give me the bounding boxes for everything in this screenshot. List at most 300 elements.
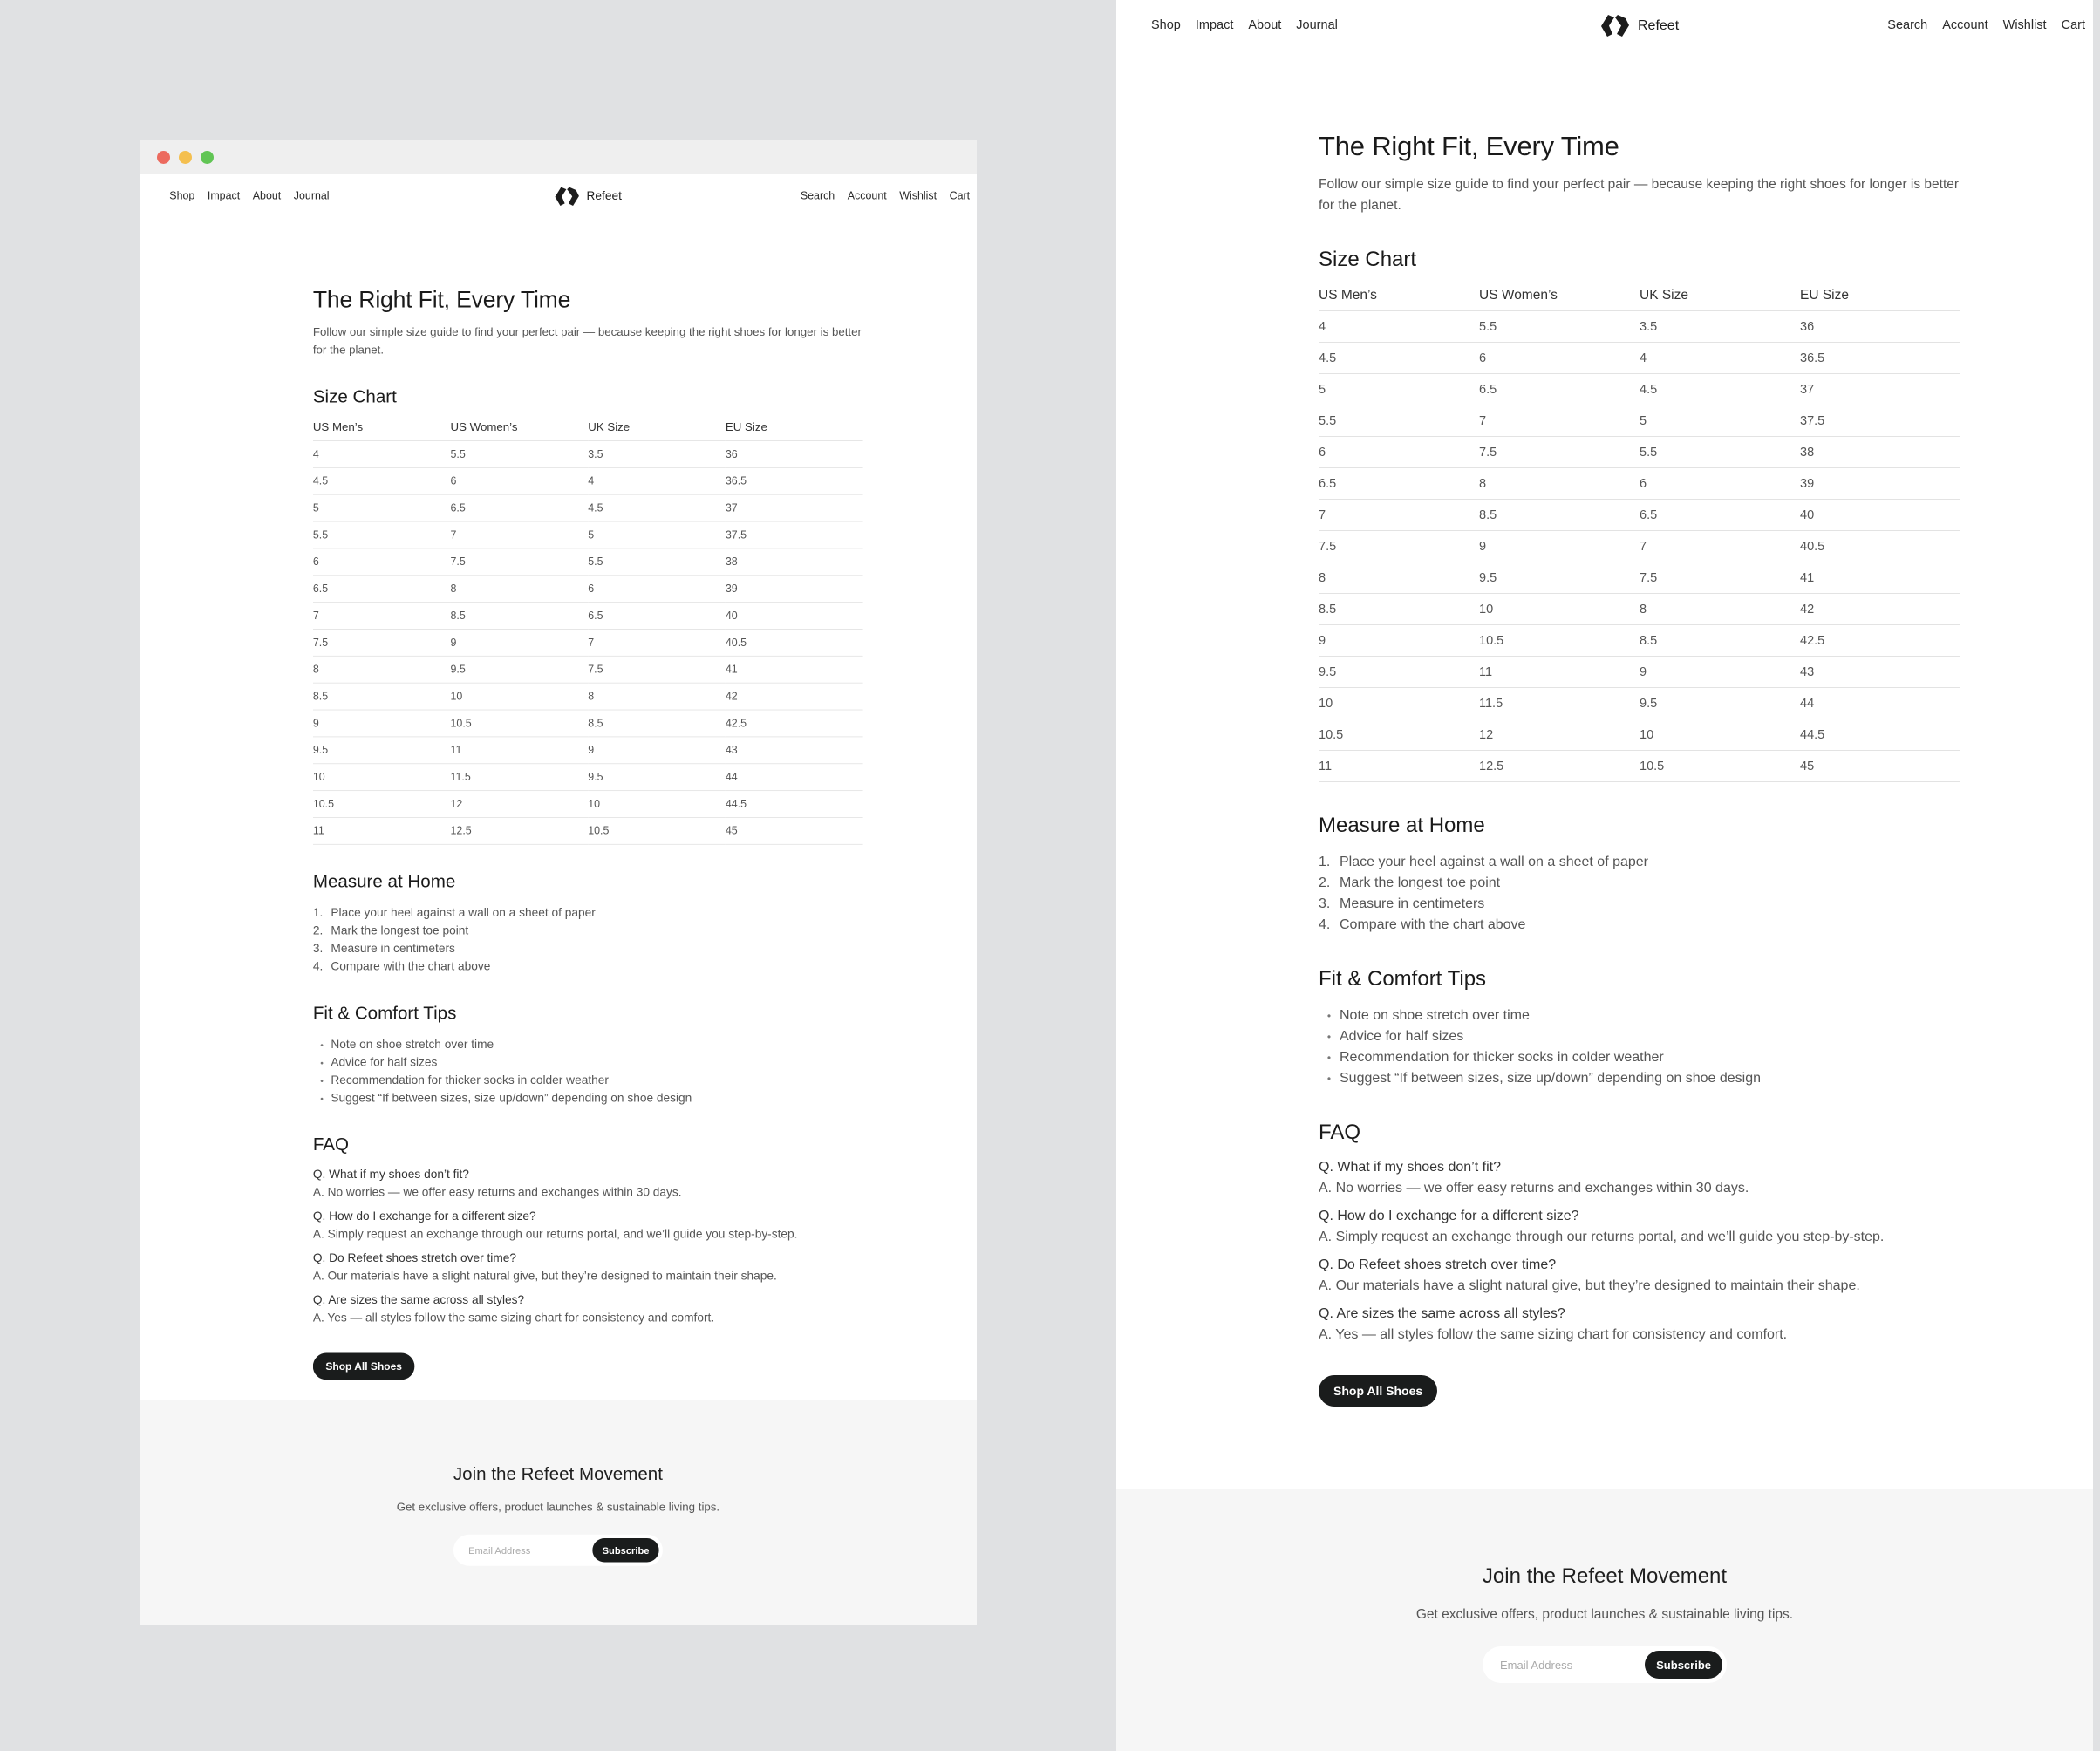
tip-text: Advice for half sizes: [331, 1056, 438, 1069]
size-cell: 36.5: [726, 467, 863, 494]
nav-link-shop[interactable]: Shop: [1151, 18, 1181, 32]
faq-item: [1319, 1206, 1960, 1248]
size-cell: 43: [1800, 657, 1960, 688]
size-cell: 7.5: [313, 629, 451, 656]
size-cell: 8.5: [588, 710, 726, 737]
faq-list: [1319, 1157, 1960, 1346]
size-cell: 8.5: [1479, 500, 1640, 531]
size-cell: 9: [313, 710, 451, 737]
tip-text: Recommendation for thicker socks in colder weather: [331, 1073, 609, 1087]
size-chart-row: [1319, 531, 1960, 562]
size-cell: 37.5: [1800, 405, 1960, 437]
size-cell: 11.5: [1479, 688, 1640, 719]
nav-link-wishlist[interactable]: Wishlist: [2002, 18, 2047, 32]
faq-item: [313, 1208, 863, 1243]
bullet-icon: •: [1326, 1073, 1332, 1085]
size-cell: 12.5: [1479, 751, 1640, 782]
size-cell: 10: [588, 791, 726, 818]
page-title: The Right Fit, Every Time: [1319, 131, 1619, 161]
size-cell: 4.5: [1640, 374, 1800, 405]
tips-heading: Fit & Comfort Tips: [312, 1003, 457, 1024]
size-chart-header-row: [1319, 288, 1960, 311]
faq-answer: A. Our materials have a slight natural give, but they’re designed to maintain their shape.: [1319, 1278, 1860, 1293]
site-header: [140, 174, 977, 219]
nav-link-journal[interactable]: Journal: [1296, 18, 1338, 32]
size-chart-row: [313, 764, 863, 791]
faq-item: [313, 1250, 863, 1285]
close-window-button[interactable]: [157, 151, 170, 164]
size-cell: 9: [588, 737, 726, 764]
tip-item: [313, 1090, 863, 1108]
size-cell: 4.5: [1319, 343, 1479, 374]
size-cell: 5.5: [313, 521, 451, 548]
page-content: [140, 174, 977, 1557]
size-cell: 41: [1800, 562, 1960, 594]
size-cell: 39: [1800, 468, 1960, 500]
step-number: 3.: [1319, 896, 1331, 911]
page-intro: Follow our simple size guide to find your perfect pair — because keeping the right shoes for longer is better for the planet.: [312, 325, 862, 358]
size-chart-row: [313, 683, 863, 710]
column-header: UK Size: [588, 421, 726, 441]
newsletter-form: [453, 1535, 663, 1566]
subscribe-button[interactable]: Subscribe: [592, 1538, 658, 1562]
faq-answer: A. Yes — all styles follow the same sizing chart for consistency and comfort.: [1319, 1327, 1788, 1342]
size-cell: 7.5: [588, 656, 726, 683]
faq-heading: FAQ: [1319, 1121, 1361, 1144]
size-cell: 9.5: [451, 656, 589, 683]
size-cell: 10: [1640, 719, 1800, 751]
size-cell: 4.5: [313, 467, 451, 494]
subscribe-button[interactable]: Subscribe: [1645, 1651, 1722, 1679]
newsletter-subtitle: Get exclusive offers, product launches & sustainable living tips.: [1415, 1607, 1794, 1622]
size-cell: 40.5: [1800, 531, 1960, 562]
size-cell: 40: [726, 603, 863, 630]
size-chart-row: [313, 603, 863, 630]
step-text: Compare with the chart above: [1340, 917, 1526, 932]
brand-name: Refeet: [1638, 17, 1680, 33]
size-cell: 6: [451, 467, 589, 494]
faq-answer: A. No worries — we offer easy returns and exchanges within 30 days.: [1319, 1181, 1749, 1196]
size-chart-row: [1319, 657, 1960, 688]
tips-list: [313, 1036, 863, 1107]
newsletter-title: Join the Refeet Movement: [1482, 1564, 1728, 1588]
size-cell: 8: [313, 656, 451, 683]
main-content: [1319, 131, 1960, 1407]
size-cell: 42.5: [726, 710, 863, 737]
brand-name: Refeet: [586, 189, 622, 203]
size-chart-row: [1319, 343, 1960, 374]
nav-link-journal[interactable]: Journal: [293, 189, 330, 202]
size-cell: 6.5: [588, 603, 726, 630]
size-cell: 6: [1319, 437, 1479, 468]
column-header: US Men’s: [1319, 288, 1479, 311]
window-titlebar: [140, 140, 977, 174]
size-chart-table: [313, 421, 863, 845]
newsletter-title: Join the Refeet Movement: [453, 1464, 663, 1485]
step-text: Mark the longest toe point: [1340, 876, 1501, 890]
page-title: The Right Fit, Every Time: [312, 286, 571, 313]
size-cell: 6.5: [313, 576, 451, 603]
brand-logo-link[interactable]: [554, 187, 622, 207]
size-cell: 11: [451, 737, 589, 764]
size-cell: 9: [451, 629, 589, 656]
size-chart-row: [313, 629, 863, 656]
bullet-icon: •: [320, 1075, 324, 1087]
size-cell: 7.5: [451, 548, 589, 576]
size-cell: 40: [1800, 500, 1960, 531]
minimize-window-button[interactable]: [179, 151, 192, 164]
size-cell: 8: [1319, 562, 1479, 594]
faq-question: Q. What if my shoes don’t fit?: [1319, 1160, 1501, 1175]
size-cell: 36.5: [1800, 343, 1960, 374]
column-header: UK Size: [1640, 288, 1800, 311]
size-chart-row: [1319, 719, 1960, 751]
measure-step: [1319, 894, 1960, 915]
faq-heading: FAQ: [312, 1134, 349, 1155]
size-cell: 5: [1640, 405, 1800, 437]
tip-item: [313, 1054, 863, 1073]
size-cell: 5: [1319, 374, 1479, 405]
nav-link-shop[interactable]: Shop: [169, 189, 195, 202]
tip-text: Suggest “If between sizes, size up/down” depending on shoe design: [331, 1092, 692, 1105]
size-cell: 10.5: [1640, 751, 1800, 782]
column-header: US Men’s: [313, 421, 451, 441]
size-cell: 6: [588, 576, 726, 603]
faq-item: [313, 1166, 863, 1202]
column-header: EU Size: [1800, 288, 1960, 311]
size-cell: 8.5: [313, 683, 451, 710]
size-cell: 7.5: [1319, 531, 1479, 562]
measure-step: [313, 904, 863, 923]
size-cell: 37: [726, 494, 863, 521]
brand-logo-link[interactable]: [1599, 14, 1679, 37]
measure-step: [1319, 915, 1960, 936]
size-cell: 36: [1800, 311, 1960, 343]
size-cell: 5: [588, 521, 726, 548]
size-cell: 8.5: [1640, 625, 1800, 657]
nav-link-impact[interactable]: Impact: [1195, 18, 1234, 32]
size-cell: 12: [451, 791, 589, 818]
tips-list: [1319, 1005, 1960, 1089]
faq-question: Q. Do Refeet shoes stretch over time?: [1319, 1257, 1557, 1272]
size-cell: 4: [313, 441, 451, 468]
bullet-icon: •: [320, 1039, 324, 1051]
size-cell: 40.5: [726, 629, 863, 656]
size-chart-row: [313, 817, 863, 844]
size-cell: 8: [451, 576, 589, 603]
measure-heading: Measure at Home: [1319, 814, 1485, 837]
size-chart-row: [1319, 688, 1960, 719]
page-content: [1116, 0, 2093, 1672]
size-chart-heading: Size Chart: [312, 386, 397, 407]
size-cell: 6: [1640, 468, 1800, 500]
faq-question: Q. How do I exchange for a different size?: [1319, 1209, 1579, 1223]
shop-all-shoes-button[interactable]: Shop All Shoes: [313, 1352, 415, 1380]
size-chart-table: [1319, 288, 1960, 782]
primary-nav: [169, 190, 342, 202]
step-number: 1.: [1319, 855, 1331, 869]
size-cell: 11: [1479, 657, 1640, 688]
step-text: Place your heel against a wall on a sheet of paper: [331, 906, 596, 920]
measure-steps-list: [1319, 852, 1960, 936]
size-cell: 42.5: [1800, 625, 1960, 657]
tip-item: [1319, 1026, 1960, 1047]
tip-text: Note on shoe stretch over time: [331, 1038, 494, 1052]
size-cell: 7: [1479, 405, 1640, 437]
tip-text: Advice for half sizes: [1340, 1029, 1464, 1044]
tip-item: [313, 1036, 863, 1054]
size-cell: 4.5: [588, 494, 726, 521]
size-cell: 38: [726, 548, 863, 576]
size-cell: 42: [726, 683, 863, 710]
faq-answer: A. Yes — all styles follow the same sizing chart for consistency and comfort.: [312, 1312, 715, 1325]
measure-heading: Measure at Home: [312, 871, 456, 892]
size-cell: 3.5: [588, 441, 726, 468]
size-cell: 44.5: [1800, 719, 1960, 751]
faq-answer: A. No worries — we offer easy returns and exchanges within 30 days.: [312, 1186, 682, 1199]
step-text: Compare with the chart above: [331, 960, 491, 974]
step-text: Measure in centimeters: [1340, 896, 1485, 911]
bullet-icon: •: [320, 1094, 324, 1105]
size-chart-row: [1319, 500, 1960, 531]
size-cell: 42: [1800, 594, 1960, 625]
size-cell: 7: [588, 629, 726, 656]
faq-question: Q. Do Refeet shoes stretch over time?: [312, 1251, 517, 1265]
nav-link-wishlist[interactable]: Wishlist: [899, 189, 938, 202]
size-cell: 10: [313, 764, 451, 791]
size-cell: 10: [1319, 688, 1479, 719]
size-chart-row: [313, 710, 863, 737]
faq-question: Q. Are sizes the same across all styles?: [312, 1293, 525, 1307]
measure-step: [313, 923, 863, 941]
faq-answer: A. Our materials have a slight natural give, but they’re designed to maintain their shape.: [312, 1270, 777, 1283]
size-cell: 10.5: [451, 710, 589, 737]
size-chart-row: [313, 494, 863, 521]
size-cell: 5: [313, 494, 451, 521]
site-header: [1116, 0, 2093, 52]
size-cell: 5.5: [451, 441, 589, 468]
size-cell: 7.5: [1640, 562, 1800, 594]
size-cell: 5.5: [588, 548, 726, 576]
faq-question: Q. What if my shoes don’t fit?: [312, 1168, 469, 1182]
size-cell: 7: [313, 603, 451, 630]
page-intro: Follow our simple size guide to find your perfect pair — because keeping the right shoes for longer is better for the planet.: [1319, 177, 1960, 213]
size-cell: 37: [1800, 374, 1960, 405]
faq-question: Q. How do I exchange for a different size?: [312, 1209, 536, 1223]
nav-link-account[interactable]: Account: [1942, 18, 1988, 32]
size-cell: 44: [726, 764, 863, 791]
bullet-icon: •: [1326, 1010, 1332, 1022]
step-text: Measure in centimeters: [331, 942, 455, 956]
size-cell: 8: [1479, 468, 1640, 500]
size-cell: 3.5: [1640, 311, 1800, 343]
tip-item: [313, 1072, 863, 1090]
faq-item: [1319, 1157, 1960, 1199]
primary-nav: [1151, 18, 1353, 32]
size-chart-header-row: [313, 421, 863, 441]
size-cell: 6: [1479, 343, 1640, 374]
nav-link-cart[interactable]: Cart: [2061, 18, 2085, 32]
step-number: 3.: [312, 942, 324, 956]
size-cell: 11.5: [451, 764, 589, 791]
size-cell: 45: [1800, 751, 1960, 782]
faq-question: Q. Are sizes the same across all styles?: [1319, 1306, 1565, 1321]
faq-item: [1319, 1255, 1960, 1297]
nav-link-cart[interactable]: Cart: [949, 189, 971, 202]
size-cell: 10.5: [1319, 719, 1479, 751]
browser-window: [140, 140, 977, 1570]
tip-item: [1319, 1005, 1960, 1026]
size-cell: 8: [1640, 594, 1800, 625]
size-cell: 7.5: [1479, 437, 1640, 468]
step-text: Place your heel against a wall on a sheet of paper: [1340, 855, 1649, 869]
size-cell: 8: [588, 683, 726, 710]
size-chart-row: [313, 576, 863, 603]
step-number: 2.: [1319, 876, 1331, 890]
shop-all-shoes-button[interactable]: Shop All Shoes: [1319, 1375, 1437, 1407]
size-chart-row: [313, 656, 863, 683]
nav-link-about[interactable]: About: [1248, 18, 1282, 32]
size-chart-row: [313, 521, 863, 548]
newsletter-form: [1483, 1646, 1727, 1683]
size-cell: 9.5: [1479, 562, 1640, 594]
size-chart-row: [1319, 311, 1960, 343]
size-cell: 6: [313, 548, 451, 576]
size-cell: 37.5: [726, 521, 863, 548]
newsletter-section: [1116, 1489, 2093, 1751]
size-cell: 4: [1319, 311, 1479, 343]
size-chart-row: [1319, 374, 1960, 405]
size-cell: 8.5: [451, 603, 589, 630]
size-chart-heading: Size Chart: [1319, 248, 1417, 271]
faq-item: [1319, 1304, 1960, 1346]
step-number: 4.: [312, 960, 324, 974]
nav-link-impact[interactable]: Impact: [207, 189, 241, 202]
size-cell: 9.5: [313, 737, 451, 764]
size-cell: 38: [1800, 437, 1960, 468]
size-cell: 9: [1319, 625, 1479, 657]
size-cell: 10: [451, 683, 589, 710]
size-cell: 45: [726, 817, 863, 844]
window-page-viewport: [140, 174, 977, 1570]
main-content: [313, 287, 863, 1380]
tip-text: Note on shoe stretch over time: [1340, 1008, 1530, 1023]
size-cell: 7: [451, 521, 589, 548]
size-cell: 36: [726, 441, 863, 468]
size-chart-row: [1319, 562, 1960, 594]
size-chart-row: [1319, 751, 1960, 782]
size-cell: 39: [726, 576, 863, 603]
tip-item: [1319, 1068, 1960, 1089]
measure-step: [1319, 852, 1960, 873]
newsletter-subtitle: Get exclusive offers, product launches & sustainable living tips.: [396, 1501, 720, 1514]
size-cell: 11: [1319, 751, 1479, 782]
faq-answer: A. Simply request an exchange through our returns portal, and we’ll guide you step-by-step.: [1319, 1230, 1885, 1244]
size-cell: 44: [1800, 688, 1960, 719]
size-cell: 4: [588, 467, 726, 494]
refeet-logo-icon: [554, 187, 581, 207]
size-cell: 12: [1479, 719, 1640, 751]
step-number: 4.: [1319, 917, 1331, 932]
maximize-window-button[interactable]: [201, 151, 214, 164]
size-cell: 7: [1640, 531, 1800, 562]
column-header: US Women’s: [1479, 288, 1640, 311]
size-chart-row: [313, 791, 863, 818]
size-cell: 9: [1479, 531, 1640, 562]
newsletter-section: [140, 1400, 977, 1624]
size-cell: 10.5: [1479, 625, 1640, 657]
size-cell: 4: [1640, 343, 1800, 374]
step-number: 2.: [312, 924, 324, 937]
measure-step: [313, 940, 863, 958]
size-chart-row: [1319, 405, 1960, 437]
step-text: Mark the longest toe point: [331, 924, 469, 937]
size-chart-row: [1319, 437, 1960, 468]
step-number: 1.: [312, 906, 324, 920]
size-cell: 10: [1479, 594, 1640, 625]
size-cell: 44.5: [726, 791, 863, 818]
size-cell: 9: [1640, 657, 1800, 688]
size-cell: 5.5: [1640, 437, 1800, 468]
bullet-icon: •: [1326, 1052, 1332, 1064]
size-chart-row: [1319, 468, 1960, 500]
bullet-icon: •: [1326, 1031, 1332, 1043]
refeet-logo-icon: [1599, 14, 1631, 37]
nav-link-about[interactable]: About: [252, 189, 282, 202]
size-chart-row: [1319, 625, 1960, 657]
utility-nav: [1887, 18, 2100, 32]
nav-link-search[interactable]: Search: [1887, 18, 1928, 32]
size-chart-row: [313, 548, 863, 576]
size-chart-row: [313, 441, 863, 468]
utility-nav: [801, 190, 983, 202]
email-input[interactable]: [468, 1535, 588, 1566]
size-chart-row: [1319, 594, 1960, 625]
faq-answer: A. Simply request an exchange through our returns portal, and we’ll guide you step-by-step.: [312, 1228, 798, 1241]
size-cell: 6.5: [1479, 374, 1640, 405]
size-chart-row: [313, 737, 863, 764]
size-chart-row: [313, 467, 863, 494]
measure-steps-list: [313, 904, 863, 976]
size-cell: 10.5: [588, 817, 726, 844]
tip-text: Recommendation for thicker socks in colder weather: [1340, 1050, 1664, 1065]
nav-link-search[interactable]: Search: [800, 189, 835, 202]
size-cell: 7: [1319, 500, 1479, 531]
size-cell: 43: [726, 737, 863, 764]
size-cell: 12.5: [451, 817, 589, 844]
size-cell: 6.5: [1640, 500, 1800, 531]
size-cell: 41: [726, 656, 863, 683]
measure-step: [313, 958, 863, 977]
measure-step: [1319, 873, 1960, 894]
tip-text: Suggest “If between sizes, size up/down” depending on shoe design: [1340, 1071, 1761, 1086]
tip-item: [1319, 1047, 1960, 1068]
column-header: US Women’s: [451, 421, 589, 441]
size-cell: 8.5: [1319, 594, 1479, 625]
faq-list: [313, 1166, 863, 1327]
size-cell: 9.5: [588, 764, 726, 791]
tips-heading: Fit & Comfort Tips: [1319, 967, 1487, 991]
page-viewport: [1116, 0, 2093, 1672]
size-cell: 10.5: [313, 791, 451, 818]
size-cell: 6.5: [1319, 468, 1479, 500]
bullet-icon: •: [320, 1057, 324, 1068]
size-cell: 5.5: [1479, 311, 1640, 343]
column-header: EU Size: [726, 421, 863, 441]
email-input[interactable]: [1500, 1646, 1640, 1683]
faq-item: [313, 1291, 863, 1327]
nav-link-account[interactable]: Account: [847, 189, 887, 202]
